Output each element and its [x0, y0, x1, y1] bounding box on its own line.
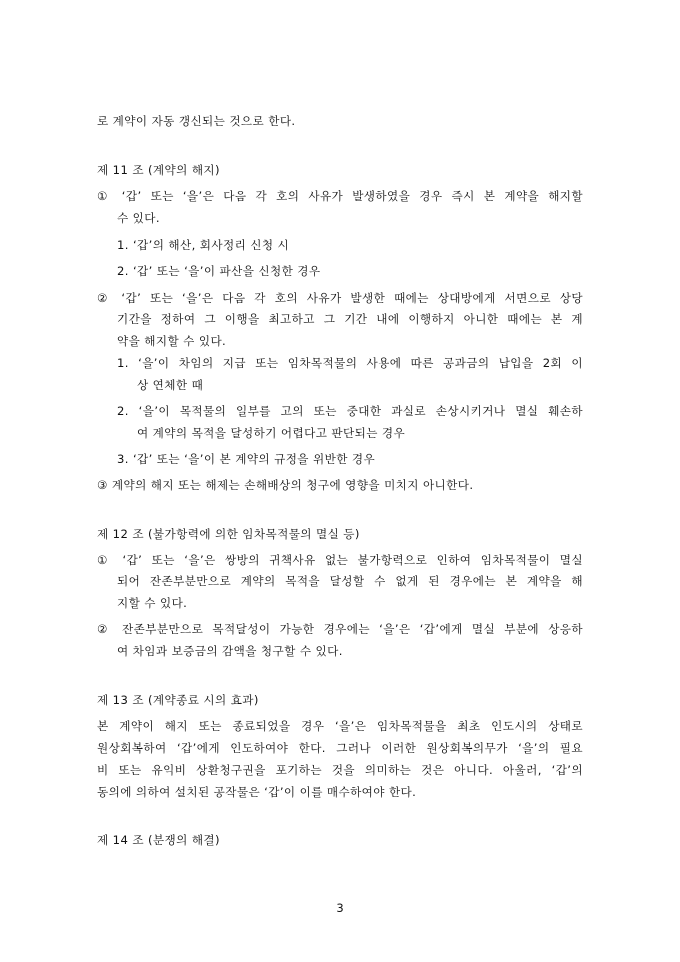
- article-12-para-2-cont: 여 차임과 보증금의 감액을 청구할 수 있다.: [117, 644, 343, 658]
- article-11-para-2-cont-1: 기간을 정하여 그 이행을 최고하고 그 기간 내에 이행하지 아니한 때에는 본 계: [117, 312, 583, 326]
- article-11-item-2: 2. ‘갑’ 또는 ‘을’이 파산을 신청한 경우: [117, 264, 321, 278]
- page-number: 3: [336, 901, 344, 915]
- article-11-para-2-item-1: 1. ‘을’이 차임의 지급 또는 임차목적물의 사용에 따른 공과금의 납입을 2회 이: [117, 356, 583, 370]
- article-11-para-3: ③ 계약의 해지 또는 해제는 손해배상의 청구에 영향을 미치지 아니한다.: [97, 478, 474, 492]
- article-11-para-1-cont: 수 있다.: [117, 211, 160, 225]
- article-12-para-2: ② 잔존부분만으로 목적달성이 가능한 경우에는 ‘을’은 ‘갑’에게 멸실 부분에 상응하: [97, 622, 583, 636]
- article-11-para-2: ② ‘갑’ 또는 ‘을’은 다음 각 호의 사유가 발생한 때에는 상대방에게 서면으로 상당: [97, 291, 583, 305]
- article-12-para-1: ① ‘갑’ 또는 ‘을’은 쌍방의 귀책사유 없는 불가항력으로 인하여 임차목적물이 멸실: [97, 553, 583, 567]
- article-13-line-1: 본 계약이 해지 또는 종료되었을 경우 ‘을’은 임차목적물을 최초 인도시의 상태로: [97, 719, 583, 733]
- article-11-para-1: ① ‘갑’ 또는 ‘을’은 다음 각 호의 사유가 발생하였을 경우 즉시 본 계약을 해지할: [97, 189, 583, 203]
- article-11-para-2-item-2: 2. ‘을’이 목적물의 일부를 고의 또는 중대한 과실로 손상시키거나 멸실 훼손하: [117, 404, 583, 418]
- article-12-para-1-cont-1: 되어 잔존부분만으로 계약의 목적을 달성할 수 없게 된 경우에는 본 계약을 해: [117, 574, 583, 588]
- article-11-para-2-cont-2: 약을 해지할 수 있다.: [117, 334, 227, 348]
- article-11-item-1: 1. ‘갑’의 해산, 회사정리 신청 시: [117, 238, 290, 252]
- carryover-text: 로 계약이 자동 갱신되는 것으로 한다.: [97, 114, 296, 128]
- article-12-para-1-cont-2: 지할 수 있다.: [117, 596, 188, 610]
- article-11-title: 제 11 조 (계약의 해지): [97, 163, 220, 177]
- article-14-title: 제 14 조 (분쟁의 해결): [97, 833, 220, 847]
- article-13-title: 제 13 조 (계약종료 시의 효과): [97, 693, 259, 707]
- article-11-para-2-item-2-cont: 여 계약의 목적을 달성하기 어렵다고 판단되는 경우: [137, 426, 406, 440]
- article-11-para-2-item-1-cont: 상 연체한 때: [137, 378, 204, 392]
- article-12-title: 제 12 조 (불가항력에 의한 임차목적물의 멸실 등): [97, 527, 360, 541]
- article-13-line-3: 비 또는 유익비 상환청구권을 포기하는 것을 의미하는 것은 아니다. 아울러, ‘갑’의: [97, 763, 583, 777]
- article-13-line-4: 동의에 의하여 설치된 공작물은 ‘갑’이 이를 매수하여야 한다.: [97, 785, 417, 799]
- article-11-para-2-item-3: 3. ‘갑’ 또는 ‘을’이 본 계약의 규정을 위반한 경우: [117, 452, 376, 466]
- article-13-line-2: 원상회복하여 ‘갑’에게 인도하여야 한다. 그러나 이러한 원상회복의무가 ‘을’의 필요: [97, 741, 583, 755]
